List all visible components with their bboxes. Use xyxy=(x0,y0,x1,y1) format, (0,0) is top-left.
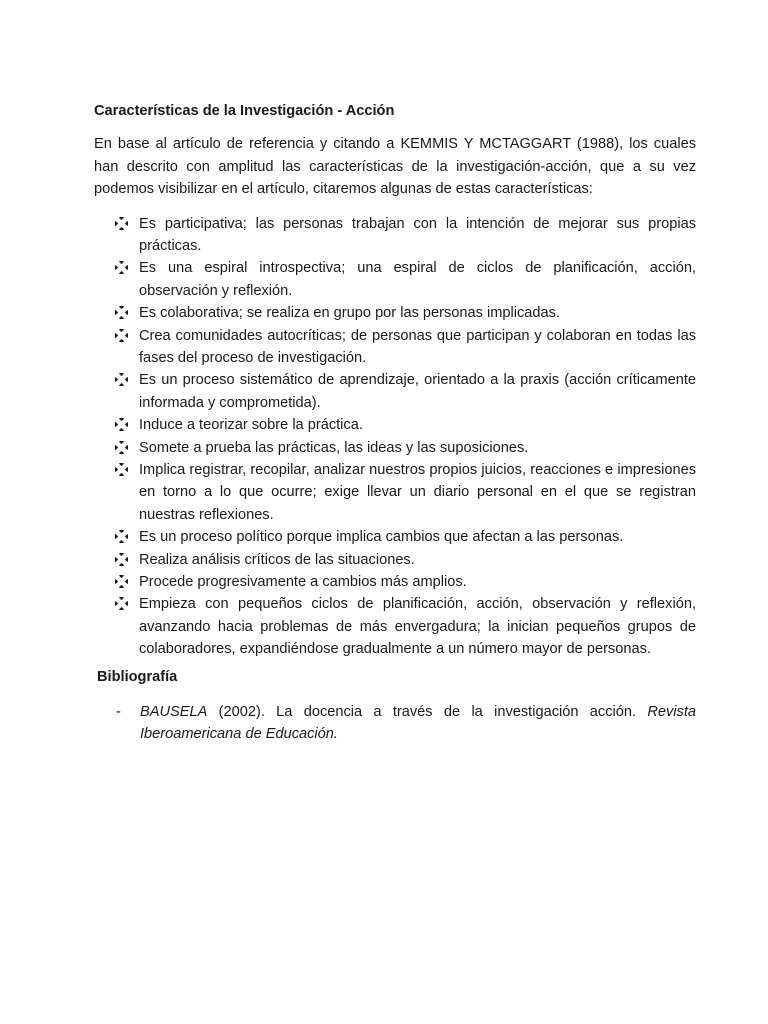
list-item xyxy=(94,325,696,370)
list-item xyxy=(94,302,696,324)
intro-paragraph: En base al artículo de referencia y citando a KEMMIS Y MCTAGGART (1988), los cuales han descrito con amplitud las características de la investigación-acción, que a su vez podemos visibilizar en el artículo, citaremos algunas de estas características: xyxy=(94,136,696,197)
list-item-text: Empieza con pequeños ciclos de planificación, acción, observación y reflexión, avanzando hacia problemas de más envergadura; la inician pequeños grupos de colaboradores, expandiéndose gradualmente a un número mayor de personas. xyxy=(139,596,696,658)
four-diamond-bullet-icon xyxy=(115,463,128,476)
list-item xyxy=(94,549,696,571)
bibliography-source: Revista Iberoamericana de Educación. xyxy=(140,703,696,743)
list-item xyxy=(94,437,696,459)
bibliography-marker: - xyxy=(116,703,121,720)
four-diamond-bullet-icon xyxy=(115,306,128,319)
document-page xyxy=(94,100,696,746)
four-diamond-bullet-icon xyxy=(115,373,128,386)
list-item-text: Realiza análisis críticos de las situaciones. xyxy=(139,551,415,568)
four-diamond-bullet-icon xyxy=(115,597,128,610)
four-diamond-bullet-icon xyxy=(115,217,128,230)
list-item xyxy=(94,526,696,548)
list-item-text: Es colaborativa; se realiza en grupo por las personas implicadas. xyxy=(139,305,561,322)
list-item-text: Es un proceso político porque implica cambios que afectan a las personas. xyxy=(139,529,624,546)
characteristics-list xyxy=(94,213,696,661)
bibliography-list xyxy=(94,701,696,746)
list-item xyxy=(94,571,696,593)
list-item xyxy=(94,414,696,436)
list-item xyxy=(94,369,696,414)
four-diamond-bullet-icon xyxy=(115,530,128,543)
four-diamond-bullet-icon xyxy=(115,441,128,454)
list-item xyxy=(94,593,696,660)
list-item xyxy=(94,257,696,302)
list-item-text: Somete a prueba las prácticas, las ideas y las suposiciones. xyxy=(139,439,529,456)
list-item-text: Implica registrar, recopilar, analizar nuestros propios juicios, reacciones e impresiones en torno a lo que ocurre; exige llevar un diario personal en el que se registran nuestras reflexiones. xyxy=(139,461,696,523)
four-diamond-bullet-icon xyxy=(115,261,128,274)
list-item-text: Procede progresivamente a cambios más amplios. xyxy=(139,574,467,590)
list-item-text: Induce a teorizar sobre la práctica. xyxy=(139,417,363,434)
four-diamond-bullet-icon xyxy=(115,575,128,588)
section-title: Características de la Investigación - Acción xyxy=(94,103,395,119)
list-item-text: Crea comunidades autocríticas; de personas que participan y colaboran en todas las fases del proceso de investigación. xyxy=(139,327,696,366)
list-item xyxy=(94,213,696,258)
bibliography-year-title: (2002). La docencia a través de la investigación acción. xyxy=(207,703,648,720)
bibliography-author: BAUSELA xyxy=(140,703,208,720)
list-item-text: Es una espiral introspectiva; una espiral de ciclos de planificación, acción, observación y reflexión. xyxy=(139,260,696,299)
four-diamond-bullet-icon xyxy=(115,418,128,431)
four-diamond-bullet-icon xyxy=(115,329,128,342)
bibliography-title: Bibliografía xyxy=(97,668,178,685)
list-item-text: Es participativa; las personas trabajan con la intención de mejorar sus propias prácticas. xyxy=(139,215,696,254)
bibliography-entry xyxy=(94,701,696,746)
four-diamond-bullet-icon xyxy=(115,553,128,566)
list-item-text: Es un proceso sistemático de aprendizaje, orientado a la praxis (acción críticamente informada y comprometida). xyxy=(139,372,696,411)
list-item xyxy=(94,459,696,526)
